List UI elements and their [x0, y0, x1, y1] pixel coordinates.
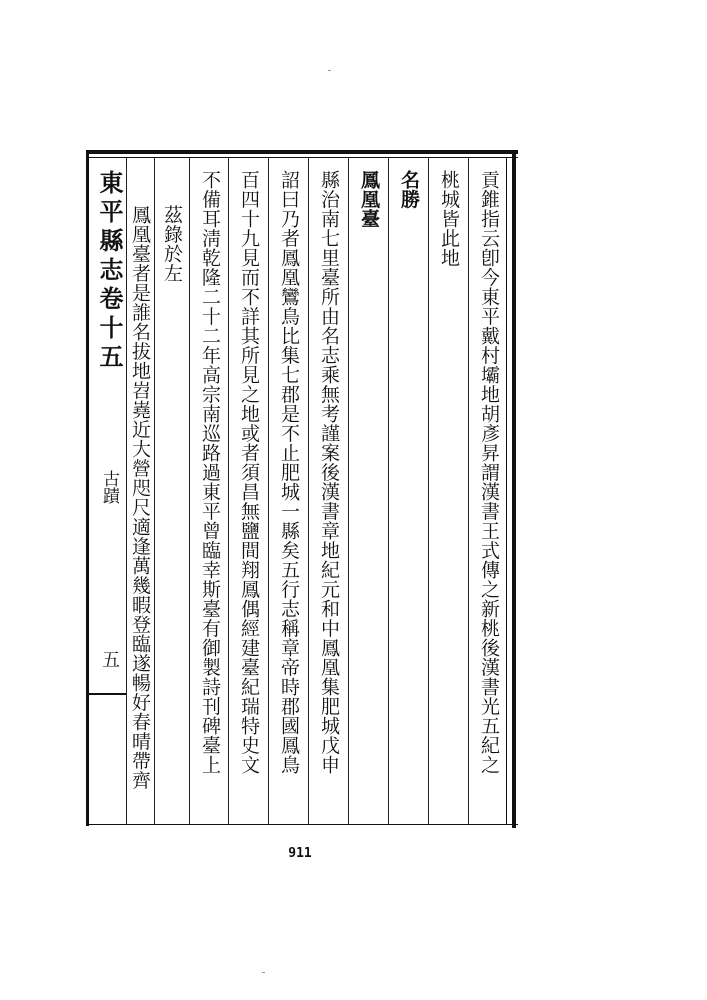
section-name: 古蹟	[99, 470, 119, 504]
frame-top-inner-border	[86, 157, 518, 158]
frame-top-border	[86, 150, 518, 154]
entry-heading-phoenix-terrace: 鳳凰臺	[358, 170, 380, 229]
margin-fishtail-bar	[86, 693, 126, 695]
text-column-8: 百四十九見而不詳其所見之地或者須昌無鹽間翔鳳偶經建臺紀瑞特史文	[238, 170, 260, 775]
text-column-6: 縣治南七里臺所由名志乘無考謹案後漢書章地紀元和中鳳凰集肥城戊申	[318, 170, 340, 775]
leaf-number: 五	[99, 650, 120, 668]
text-column-1: 貢錐指云卽今東平戴村壩地胡彥昇謂漢書王式傳之新桃後漢書光五紀之	[478, 170, 500, 775]
column-rule	[268, 158, 269, 824]
column-rule	[348, 158, 349, 824]
frame-bottom-border	[86, 824, 518, 825]
text-column-2: 桃城皆此地	[438, 170, 460, 268]
text-column-9: 不備耳淸乾隆二十二年高宗南巡路過東平曾臨幸斯臺有御製詩刊碑臺上	[199, 170, 221, 775]
column-rule	[308, 158, 309, 824]
frame-left-border	[86, 150, 89, 826]
column-rule	[428, 158, 429, 824]
column-rule	[468, 158, 469, 824]
scan-speck	[262, 972, 265, 973]
poem-column: 鳳凰臺者是誰名拔地岧嶤近大營咫尺適逢萬幾暇登臨遂暢好春晴帶齊	[129, 205, 151, 790]
column-rule	[189, 158, 190, 824]
frame-right-border	[512, 150, 516, 828]
frame-right-inner-border	[506, 157, 507, 825]
scan-speck	[328, 70, 331, 71]
text-column-10: 茲錄於左	[161, 205, 183, 283]
column-rule	[388, 158, 389, 824]
column-rule	[228, 158, 229, 824]
text-column-7: 詔曰乃者鳳凰鸞鳥比集七郡是不止肥城一縣矣五行志稱章帝時郡國鳳鳥	[278, 170, 300, 775]
page-number: 911	[288, 846, 312, 861]
volume-title: 東平縣志卷十五	[95, 170, 124, 373]
section-heading-scenic-sites: 名勝	[398, 170, 420, 209]
